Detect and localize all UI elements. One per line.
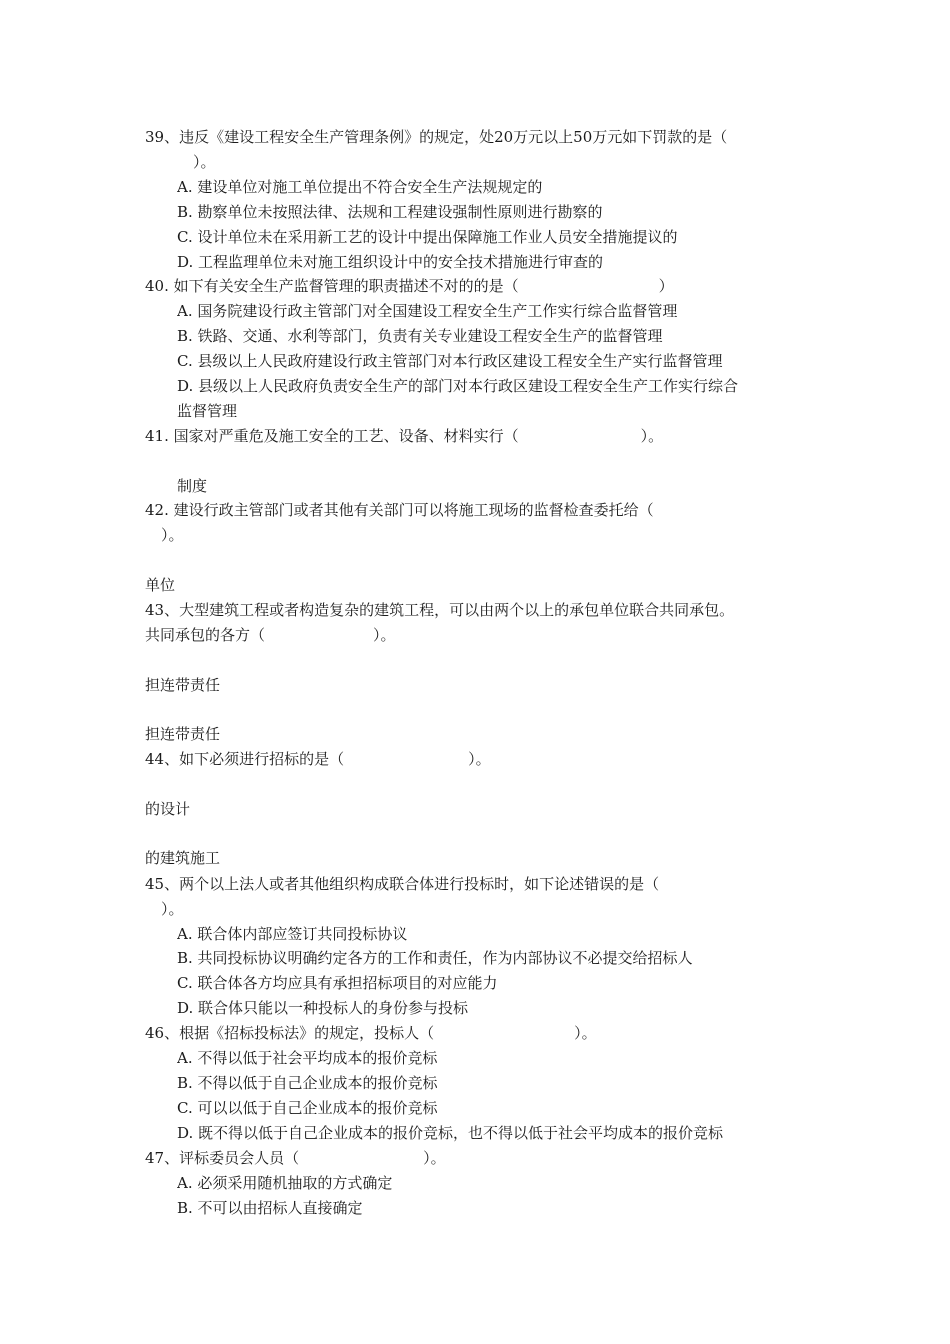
question-43-options-cd — [177, 698, 810, 723]
question-44-options-cd — [177, 822, 810, 847]
question-45-option-d: D. 联合体只能以一种投标人的身份参与投标 — [177, 999, 469, 1017]
question-39-option-a: A. 建设单位对施工单位提出不符合安全生产法规规定的 — [177, 178, 543, 196]
question-44-options-ab — [177, 772, 810, 797]
question-42-stem-cont: ）。 — [161, 526, 184, 544]
question-45-stem: 45、两个以上法人或者其他组织构成联合体进行投标时，如下论述错误的是（ — [145, 875, 660, 893]
question-42-stem: 42. 建设行政主管部门或者其他有关部门可以将施工现场的监督检查委托给（ — [145, 501, 654, 519]
question-44-stem: 44、如下必须进行招标的是（ ）。 — [145, 750, 491, 768]
question-43-option-d-cont: 担连带责任 — [145, 725, 221, 743]
question-45-option-b: B. 共同投标协议明确约定各方的工作和责任，作为内部协议不必提交给招标人 — [177, 949, 693, 967]
question-47-option-a: A. 必须采用随机抽取的方式确定 — [177, 1174, 393, 1192]
question-39-stem: 39、违反《建设工程安全生产管理条例》的规定，处20万元以上50万元如下罚款的是（ — [145, 128, 728, 146]
question-46-option-c: C. 可以以低于自己企业成本的报价竞标 — [177, 1099, 438, 1117]
question-41-option-d-cont: 制度 — [177, 477, 208, 495]
question-40-option-a: A. 国务院建设行政主管部门对全国建设工程安全生产工作实行综合监督管理 — [177, 302, 678, 320]
question-47-stem: 47、评标委员会人员（ ）。 — [145, 1149, 446, 1167]
question-41-stem: 41. 国家对严重危及施工安全的工艺、设备、材料实行（ ）。 — [145, 427, 664, 445]
question-44-option-b-cont: 的设计 — [145, 800, 191, 818]
question-46-option-b: B. 不得以低于自己企业成本的报价竞标 — [177, 1074, 438, 1092]
question-46-stem: 46、根据《招标投标法》的规定，投标人（ ）。 — [145, 1024, 597, 1042]
question-39-option-b: B. 勘察单位未按照法律、法规和工程建设强制性原则进行勘察的 — [177, 203, 603, 221]
question-40-stem: 40. 如下有关安全生产监督管理的职责描述不对的的是（ ） — [145, 277, 674, 295]
question-45-stem-cont: ）。 — [161, 900, 184, 918]
question-39-option-c: C. 设计单位未在采用新工艺的设计中提出保障施工作业人员安全措施提议的 — [177, 228, 678, 246]
question-43-options-ab — [177, 648, 810, 673]
question-39-stem-cont: ）。 — [193, 153, 216, 171]
question-43-option-b-cont: 担连带责任 — [145, 676, 221, 694]
question-43-stem-cont: 共同承包的各方（ ）。 — [145, 626, 396, 644]
question-47-option-b: B. 不可以由招标人直接确定 — [177, 1199, 363, 1217]
question-40-option-c: C. 县级以上人民政府建设行政主管部门对本行政区建设工程安全生产实行监督管理 — [177, 352, 723, 370]
question-44-option-d-cont: 的建筑施工 — [145, 849, 221, 867]
question-40-option-d: D. 县级以上人民政府负责安全生产的部门对本行政区建设工程安全生产工作实行综合 — [177, 377, 739, 395]
question-41-options — [177, 449, 810, 474]
question-45-option-a: A. 联合体内部应签订共同投标协议 — [177, 925, 408, 943]
question-46-option-a: A. 不得以低于社会平均成本的报价竞标 — [177, 1049, 438, 1067]
question-42-options — [177, 548, 810, 573]
question-40-option-b: B. 铁路、交通、水利等部门，负责有关专业建设工程安全生产的监督管理 — [177, 327, 663, 345]
question-45-option-c: C. 联合体各方均应具有承担招标项目的对应能力 — [177, 974, 498, 992]
question-40-option-d-cont: 监督管理 — [177, 402, 238, 420]
question-43-stem: 43、大型建筑工程或者构造复杂的建筑工程，可以由两个以上的承包单位联合共同承包。 — [145, 601, 735, 619]
question-46-option-d: D. 既不得以低于自己企业成本的报价竞标，也不得以低于社会平均成本的报价竞标 — [177, 1124, 724, 1142]
question-39-option-d: D. 工程监理单位未对施工组织设计中的安全技术措施进行审查的 — [177, 253, 604, 271]
question-42-option-d-cont: 单位 — [145, 576, 176, 594]
